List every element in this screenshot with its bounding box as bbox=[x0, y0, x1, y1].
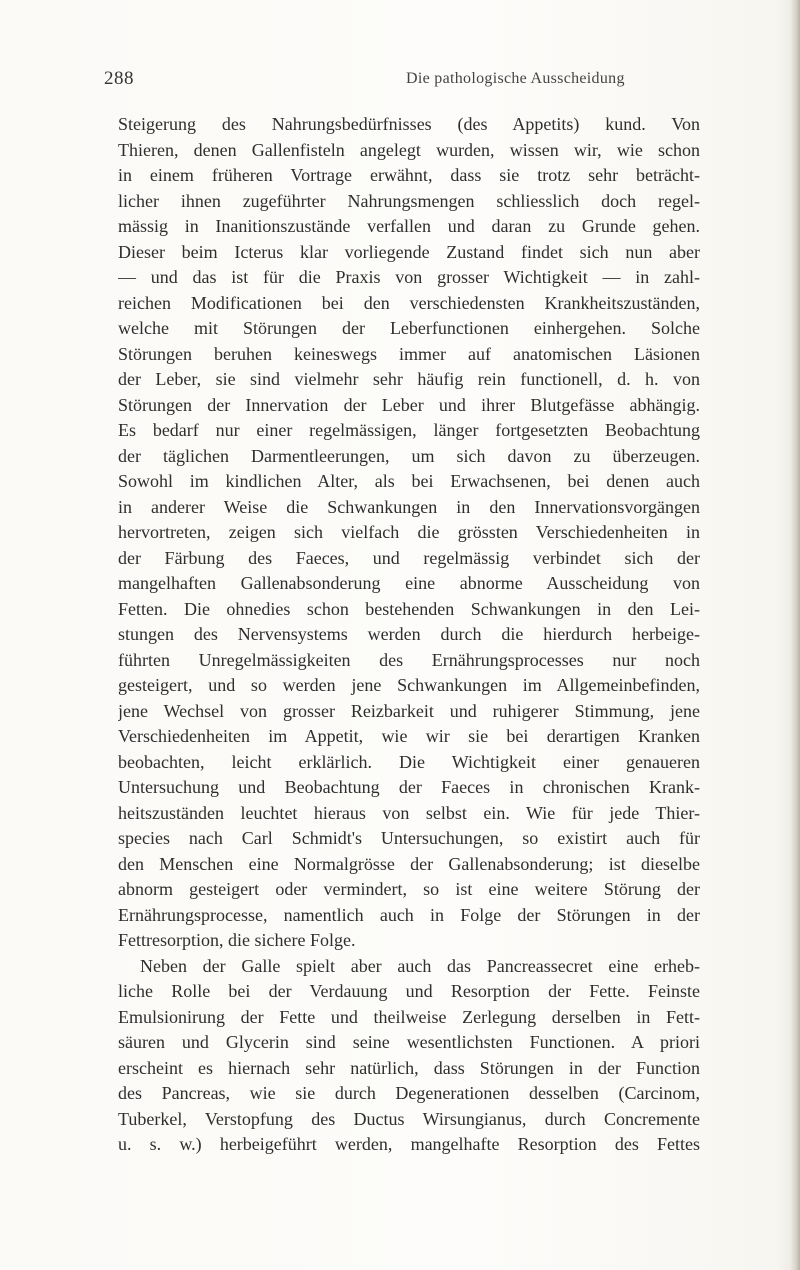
text-line: Fetten. Die ohnedies schon bestehenden Schwankungen in den Lei- bbox=[118, 598, 700, 619]
text-line: u. s. w.) herbeigeführt werden, mangelhafte Resorption des Fettes bbox=[118, 1134, 700, 1154]
text-line: Verschiedenheiten im Appetit, wie wir sie bei derartigen Kranken bbox=[118, 726, 700, 746]
text-line: liche Rolle bei der Verdauung und Resorption der Fette. Feinste bbox=[118, 981, 700, 1001]
text-line: jene Wechsel von grosser Reizbarkeit und ruhigerer Stimmung, jene bbox=[118, 700, 700, 721]
text-line: reichen Modificationen bei den verschiedensten Krankheitszuständen, bbox=[118, 292, 700, 313]
running-title: Die pathologische Ausscheidung bbox=[406, 70, 625, 87]
text-line: species nach Carl Schmidt's Untersuchungen, so existirt auch für bbox=[118, 828, 700, 848]
paragraph-1 bbox=[118, 112, 700, 954]
text-line: welche mit Störungen der Leberfunctionen einhergehen. Solche bbox=[118, 318, 700, 338]
text-line: der Färbung des Faeces, und regelmässig verbindet sich der bbox=[118, 547, 700, 568]
text-line: der täglichen Darmentleerungen, um sich davon zu überzeugen. bbox=[118, 445, 700, 466]
text-line: mangelhaften Gallenabsonderung eine abnorme Ausscheidung von bbox=[118, 573, 700, 593]
text-line: beobachten, leicht erklärlich. Die Wichtigkeit einer genaueren bbox=[118, 751, 700, 772]
text-line: Steigerung des Nahrungsbedürfnisses (des Appetits) kund. Von bbox=[118, 114, 700, 134]
text-line: Dieser beim Icterus klar vorliegende Zustand findet sich nun aber bbox=[118, 241, 700, 262]
text-line: Störungen der Innervation der Leber und ihrer Blutgefässe abhängig. bbox=[118, 394, 700, 415]
text-line: erscheint es hiernach sehr natürlich, dass Störungen in der Function bbox=[118, 1057, 700, 1078]
text-line: den Menschen eine Normalgrösse der Gallenabsonderung; ist dieselbe bbox=[118, 853, 700, 874]
text-line: Neben der Galle spielt aber auch das Pancreassecret eine erheb- bbox=[140, 955, 700, 976]
text-line: des Pancreas, wie sie durch Degenerationen desselben (Carcinom, bbox=[118, 1083, 700, 1103]
text-line: heitszuständen leuchtet hieraus von selbst ein. Wie für jede Thier- bbox=[118, 802, 700, 823]
text-line: licher ihnen zugeführter Nahrungsmengen schliesslich doch regel- bbox=[118, 190, 700, 211]
text-line: Emulsionirung der Fette und theilweise Zerlegung derselben in Fett- bbox=[118, 1006, 700, 1027]
paragraph-2 bbox=[118, 954, 700, 1158]
text-line: Untersuchung und Beobachtung der Faeces in chronischen Krank- bbox=[118, 777, 700, 797]
body-text bbox=[118, 112, 700, 1158]
page-edge-shadow bbox=[790, 0, 800, 1270]
text-line: Sowohl im kindlichen Alter, als bei Erwachsenen, bei denen auch bbox=[118, 471, 700, 491]
text-line: gesteigert, und so werden jene Schwankungen im Allgemeinbefinden, bbox=[118, 675, 700, 695]
text-line: abnorm gesteigert oder vermindert, so ist eine weitere Störung der bbox=[118, 879, 700, 899]
running-head bbox=[104, 68, 704, 92]
text-line: hervortreten, zeigen sich vielfach die grössten Verschiedenheiten in bbox=[118, 522, 700, 542]
text-line: Fettresorption, die sichere Folge. bbox=[118, 930, 356, 950]
text-line: Ernährungsprocesse, namentlich auch in Folge der Störungen in der bbox=[118, 904, 700, 925]
text-line: Störungen beruhen keineswegs immer auf anatomischen Läsionen bbox=[118, 343, 700, 364]
text-line: Tuberkel, Verstopfung des Ductus Wirsungianus, durch Concremente bbox=[118, 1108, 700, 1129]
page-number: 288 bbox=[104, 68, 134, 89]
text-line: Thieren, denen Gallenfisteln angelegt wurden, wissen wir, wie schon bbox=[118, 139, 700, 160]
text-line: stungen des Nervensystems werden durch die hierdurch herbeige- bbox=[118, 624, 700, 644]
text-line: mässig in Inanitionszustände verfallen und daran zu Grunde gehen. bbox=[118, 216, 700, 236]
text-line: — und das ist für die Praxis von grosser Wichtigkeit — in zahl- bbox=[118, 267, 700, 287]
text-line: führten Unregelmässigkeiten des Ernährungsprocesses nur noch bbox=[118, 649, 700, 670]
text-line: Es bedarf nur einer regelmässigen, länger fortgesetzten Beobachtung bbox=[118, 420, 700, 440]
text-line: in anderer Weise die Schwankungen in den Innervationsvorgängen bbox=[118, 496, 700, 517]
text-line: in einem früheren Vortrage erwähnt, dass sie trotz sehr beträcht- bbox=[118, 165, 700, 185]
text-line: der Leber, sie sind vielmehr sehr häufig rein functionell, d. h. von bbox=[118, 369, 700, 389]
text-line: säuren und Glycerin sind seine wesentlichsten Functionen. A priori bbox=[118, 1032, 700, 1052]
